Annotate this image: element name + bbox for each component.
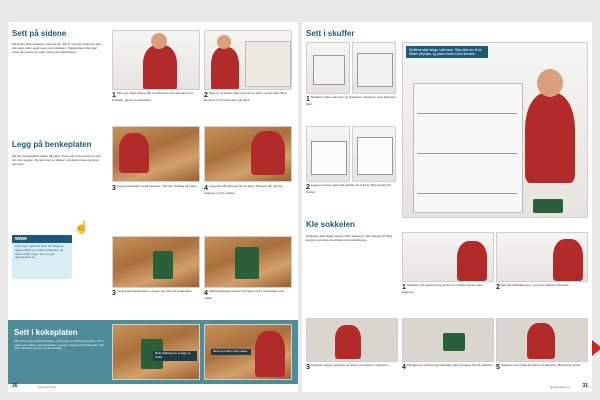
cooktop-text: Når du har lagt opp benkeplaten, må du lage et hull for kokeplaten. Bruk malen som følger med kokeplaten, og tegn omrisset på benkeplaten. Bor hull i hjørnene, og sag ut med stikksag.	[14, 339, 105, 351]
cooktop-section	[8, 320, 298, 384]
caption-drawer-step2: 2Legg en mal av papp bak skuffen for å finne riktig avstand til fronten.	[306, 183, 391, 194]
caption-step6: 4Skjæreverktøyet brukes til å lage hull for kokeplaten etter malen.	[204, 289, 285, 300]
caption-plinth-step3: 3Sokkelen legges på plass og festes med skruer i hjørnene.	[306, 363, 389, 371]
photo-plinth-3	[306, 318, 398, 362]
web-tip-heading: www	[12, 235, 72, 243]
section-heading-sides: Sett på sidene	[12, 29, 67, 38]
section-heading-drawers: Sett i skuffer	[306, 29, 355, 38]
page-number-right: 31	[582, 383, 588, 389]
intro-text: Nå festes side-stykkene med skruer. På de ytterste skapene skal det være sider også nede ved sokkelen. Sokkelplaten (E) skal enten få et løst ben eller settes på sokkelbeina.	[12, 42, 101, 54]
caption-plinth-step5: 5Sokkelen skrus fast til sidene på skapene. Bruk korte skruer.	[496, 363, 582, 371]
caption-plinth-step2: 2Sett på sokkelklipsene, og press sokkelen på plass.	[496, 283, 570, 291]
footer-left: Gjør Det Selv	[38, 385, 57, 389]
photo-drawers-main	[402, 42, 588, 218]
web-tip-text: Flere tips: Gjør Det Selv har tidligere laget artikler om andre materialer og andre utforminger. Se mer på gjoerdetselv.no	[15, 244, 64, 260]
section-heading-plinth: Kle sokkelen	[306, 220, 355, 229]
section-heading-cooktop: Sett i kokeplaten	[14, 328, 78, 337]
next-page-arrow-icon[interactable]	[592, 340, 600, 356]
caption-drawer-step1: 1Skuffene settes sammen og plasseres i skapene. Fest skinnene først.	[306, 95, 396, 106]
photo-step5	[112, 236, 200, 288]
countertop-text: Nå kan benkeplaten løftes på plass. Pass på at den kommer helt inn mot veggen. Dersom det er skjøter, må disse limes og skrus sammen.	[12, 154, 101, 166]
caption-step5: 3Sprøyt fast benkeplaten, og skru den fast fra undersiden.	[112, 289, 193, 297]
photo-drawer-3	[306, 126, 350, 182]
caption-step3: 3Legg benkeplaten oppå skapene. Løft den forsiktig på plass.	[112, 184, 198, 192]
photo-step1	[112, 30, 200, 90]
photo-plinth-2	[496, 232, 588, 282]
left-page	[8, 22, 298, 392]
photo-drawer-1	[306, 42, 350, 94]
photo-drawer-2	[352, 42, 396, 94]
photo-plinth-4	[402, 318, 494, 362]
photo-plinth-1	[402, 232, 494, 282]
cursor-icon: ☝	[74, 220, 89, 234]
photo-step2	[204, 30, 292, 90]
caption-step2: 2Sørg for at sidene står helt rett og i lodd, og skru fast. Bruk klemmer for å holde dem på plass.	[204, 91, 287, 102]
photo-cooktop-cut	[112, 324, 200, 380]
photo-step3	[112, 126, 200, 182]
drawer-quote: Skuffene skal henge i skinnene. Skyv dem inn til de klikker på plass, og juster fronten med skruene.	[406, 46, 488, 58]
caption-step1: 1Skru opp faste sidene (B) mot skapene. De skal skrus fra innsiden, gjennom skapsiden.	[112, 91, 193, 102]
photo-drawer-4	[352, 126, 396, 182]
caption-plinth-step1: 1Sokkelen (C) kappes til og settes inn mellom beina under skapene.	[402, 283, 483, 294]
section-heading-countertop: Legg på benkeplaten	[12, 140, 92, 149]
footer-right: gjoerdetselv.no	[549, 385, 570, 389]
photo-step4	[204, 126, 292, 182]
caption-plinth-step4: 4På hjørnene brukes hjørnebeslag. Skru beslaget fast til sokkelen.	[402, 363, 494, 371]
photo-plinth-5	[496, 318, 588, 362]
photo-step6	[204, 236, 292, 288]
web-tip-box	[12, 235, 72, 279]
cooktop-note-1: Bruk stikksag for å sage ut hullet	[153, 351, 197, 361]
photo-cooktop-mark	[204, 324, 292, 380]
caption-step4: 4Legg fast på hjørnene før du skrur. Skruene går opp fra skapene og inn i platen.	[204, 184, 283, 195]
right-page	[302, 22, 592, 392]
cooktop-note-2: Merk av hullet med malen	[211, 349, 251, 355]
plinth-text: Sokkelen skal skjule beina under skapene. Den kappes til riktig lengde og festes med klips mot sokkelbeina.	[306, 234, 393, 242]
page-number-left: 30	[12, 383, 18, 389]
